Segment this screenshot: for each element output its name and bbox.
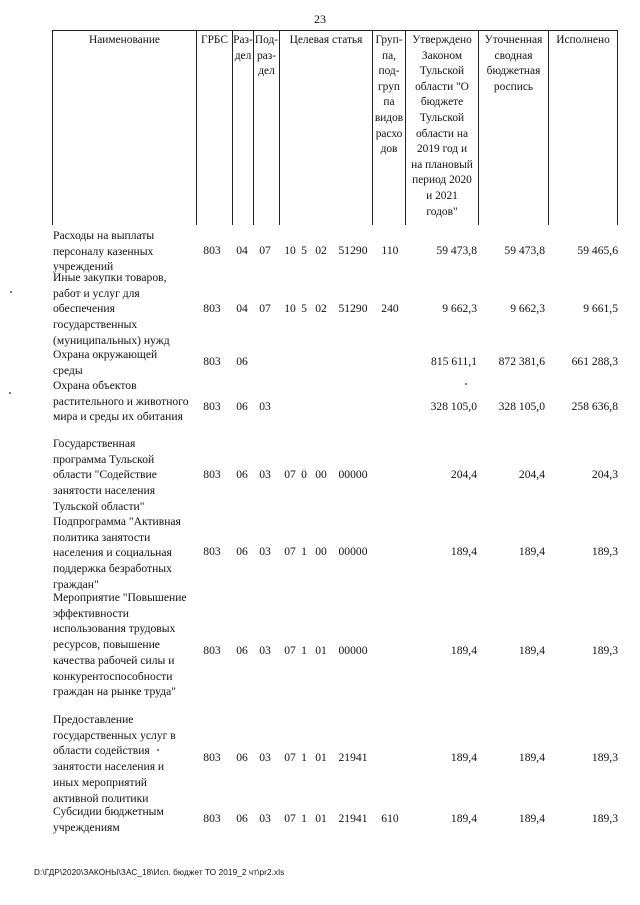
header-approved: Утверждено Законом Тульской области "О бюджете Тульской области на 2019 год и на плановый период 2020 и 2021 годов" [411, 34, 473, 218]
header-target: Целевая статья [289, 34, 363, 46]
cell-grbs: 803 [203, 468, 221, 481]
row-name: Мероприятие "Повышение эффективности использования трудовых ресурсов, повышение качества рабочей силы и конкурентоспособности граждан на рынке труда" [53, 591, 187, 699]
cell-target-event: 01 [315, 751, 327, 764]
cell-target-subprogram: 1 [301, 751, 307, 764]
cell-target-event: 00 [315, 545, 327, 558]
cell-refined: 189,4 [518, 812, 545, 825]
cell-target-event: 02 [315, 244, 327, 257]
cell-target-subprogram: 1 [301, 545, 307, 558]
row-name: Государственная программа Тульской области "Содействие занятости населения Тульской области" [53, 437, 157, 513]
scan-speck [10, 291, 12, 293]
cell-target-program: 07 [284, 751, 296, 764]
cell-target-event: 01 [315, 644, 327, 657]
cell-target-direction: 21941 [338, 812, 368, 825]
cell-target-direction: 00000 [338, 545, 368, 558]
row-name: Субсидии бюджетным учреждениям [53, 805, 164, 834]
header-border-executed [548, 30, 549, 225]
header-top-border [52, 30, 618, 31]
cell-grbs: 803 [203, 302, 221, 315]
cell-executed: 258 636,8 [571, 400, 618, 413]
cell-refined: 189,4 [518, 545, 545, 558]
cell-grbs: 803 [203, 244, 221, 257]
cell-refined: 189,4 [518, 644, 545, 657]
header-podrazdel: Под- раз- дел [254, 34, 279, 78]
cell-podrazdel: 03 [259, 468, 271, 481]
cell-grbs: 803 [203, 644, 221, 657]
cell-executed: 661 288,3 [571, 355, 618, 368]
cell-approved: 189,4 [450, 751, 477, 764]
cell-podrazdel: 03 [259, 644, 271, 657]
cell-target-direction: 51290 [338, 244, 368, 257]
cell-target-program: 07 [284, 812, 296, 825]
cell-approved: 189,4 [450, 812, 477, 825]
cell-razdel: 06 [236, 400, 248, 413]
cell-approved: 189,4 [450, 644, 477, 657]
cell-grbs: 803 [203, 812, 221, 825]
cell-podrazdel: 03 [259, 751, 271, 764]
file-path-footer: D:\ГДР\2020\ЗАКОНЫ\ЗАС_18\Исп. бюджет ТО 2019_2 чт\pr2.xls [34, 868, 285, 877]
cell-grbs: 803 [203, 355, 221, 368]
cell-refined: 59 473,8 [504, 244, 545, 257]
cell-approved: 204,4 [450, 468, 477, 481]
cell-target-direction: 00000 [338, 644, 368, 657]
cell-razdel: 06 [236, 545, 248, 558]
cell-razdel: 04 [236, 244, 248, 257]
cell-executed: 9 661,5 [583, 302, 618, 315]
cell-target-event: 01 [315, 812, 327, 825]
header-razdel: Раз- дел [233, 34, 253, 62]
cell-approved: 9 662,3 [442, 302, 477, 315]
cell-razdel: 04 [236, 302, 248, 315]
cell-razdel: 06 [236, 812, 248, 825]
header-name: Наименование [89, 34, 160, 46]
row-name: Подпрограмма "Активная политика занятости населения и социальная поддержка безработных граждан" [53, 515, 181, 591]
scan-speck [9, 392, 11, 394]
cell-grbs: 803 [203, 545, 221, 558]
row-name: Иные закупки товаров, работ и услуг для обеспечения государственных (муниципальных) нужд [53, 271, 170, 347]
cell-target-direction: 51290 [338, 302, 368, 315]
cell-target-event: 02 [315, 302, 327, 315]
cell-executed: 59 465,6 [577, 244, 618, 257]
cell-executed: 189,3 [591, 812, 618, 825]
cell-executed: 189,3 [591, 644, 618, 657]
cell-target-subprogram: 5 [301, 244, 307, 257]
cell-podrazdel: 07 [259, 302, 271, 315]
header-border-grbs [196, 30, 197, 225]
cell-approved: 189,4 [450, 545, 477, 558]
cell-vid: 240 [381, 302, 399, 315]
header-executed: Исполнено [556, 34, 610, 46]
cell-target-program: 10 [284, 244, 296, 257]
cell-target-program: 07 [284, 545, 296, 558]
cell-refined: 872 381,6 [498, 355, 545, 368]
header-border-right [617, 30, 618, 225]
cell-target-subprogram: 1 [301, 644, 307, 657]
scan-speck [465, 383, 467, 385]
cell-razdel: 06 [236, 468, 248, 481]
cell-target-program: 10 [284, 302, 296, 315]
cell-target-direction: 00000 [338, 468, 368, 481]
cell-refined: 9 662,3 [510, 302, 545, 315]
cell-refined: 204,4 [518, 468, 545, 481]
header-border-left [52, 30, 53, 225]
header-vid: Груп- па, под- груп па видов расхо дов [374, 34, 404, 156]
cell-razdel: 06 [236, 355, 248, 368]
cell-podrazdel: 03 [259, 400, 271, 413]
header-border-target [279, 30, 280, 225]
cell-executed: 189,3 [591, 545, 618, 558]
cell-target-program: 07 [284, 644, 296, 657]
cell-grbs: 803 [203, 751, 221, 764]
cell-refined: 328 105,0 [498, 400, 545, 413]
cell-grbs: 803 [203, 400, 221, 413]
cell-executed: 204,3 [591, 468, 618, 481]
cell-refined: 189,4 [518, 751, 545, 764]
row-name: Расходы на выплаты персоналу казенных учреждений [53, 229, 155, 274]
header-grbs: ГРБС [201, 34, 228, 46]
cell-razdel: 06 [236, 751, 248, 764]
cell-target-subprogram: 1 [301, 812, 307, 825]
cell-podrazdel: 03 [259, 545, 271, 558]
cell-approved: 59 473,8 [436, 244, 477, 257]
cell-target-event: 00 [315, 468, 327, 481]
cell-vid: 110 [381, 244, 399, 257]
cell-approved: 328 105,0 [430, 400, 477, 413]
cell-target-subprogram: 0 [301, 468, 307, 481]
header-refined: Уточненная сводная бюджетная роспись [484, 34, 543, 93]
cell-approved: 815 611,1 [431, 355, 477, 368]
cell-vid: 610 [381, 812, 399, 825]
row-name: Охрана объектов растительного и животного мира и среды их обитания [53, 379, 189, 424]
cell-executed: 189,3 [591, 751, 618, 764]
row-name: Охрана окружающей среды [53, 348, 158, 377]
page-number: 23 [314, 12, 326, 26]
row-name: Предоставление государственных услуг в области содействия занятости населения и иных мероприятий активной политики [53, 713, 176, 805]
cell-podrazdel: 07 [259, 244, 271, 257]
cell-target-program: 07 [284, 468, 296, 481]
cell-razdel: 06 [236, 644, 248, 657]
cell-podrazdel: 03 [259, 812, 271, 825]
cell-target-subprogram: 5 [301, 302, 307, 315]
cell-target-direction: 21941 [338, 751, 368, 764]
